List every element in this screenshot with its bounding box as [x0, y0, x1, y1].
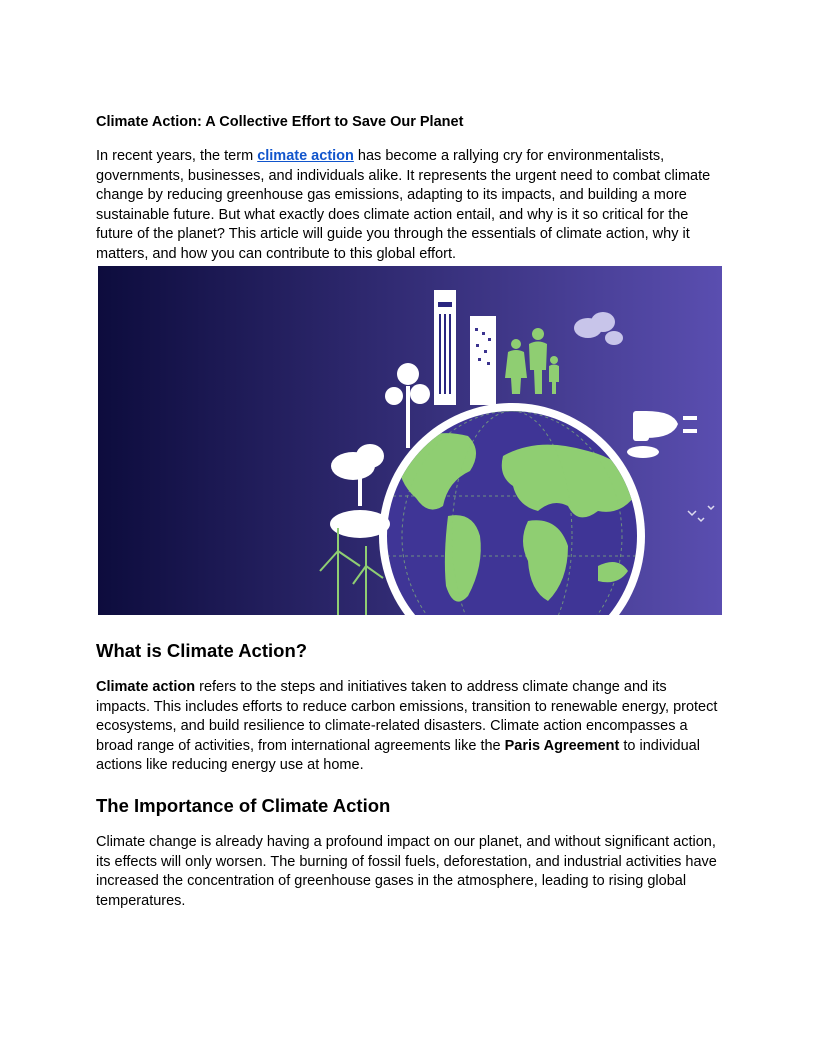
paris-agreement-term: Paris Agreement	[504, 737, 620, 754]
what-is-text-a: refers to the steps and initiatives taken to address climate change and its impacts. This includes efforts to reduce carbon emissions, transition to renewable energy, protect ecosystems, and build resilience to climate-related disasters. Climate action encompasses a broad range of activities, from international agreements like the	[96, 679, 718, 754]
climate-action-link[interactable]: climate action	[257, 148, 354, 164]
section-heading-what-is: What is Climate Action?	[96, 640, 308, 661]
climate-action-term: Climate action	[96, 679, 196, 695]
what-is-text-b: to individual actions like reducing energy use at home.	[96, 737, 700, 773]
section-heading-importance: The Importance of Climate Action	[96, 795, 391, 816]
intro-paragraph	[96, 147, 722, 264]
intro-text-start: In recent years, the term	[96, 148, 258, 164]
document-title: Climate Action: A Collective Effort to Save Our Planet	[96, 114, 464, 130]
intro-text-end: has become a rallying cry for environmentalists, governments, businesses, and individuals alike. It represents the urgent need to combat climate change by reducing greenhouse gas emissions, adapting to its impacts, and building a more sustainable future. But what exactly does climate action entail, and why is it so critical for the future of the planet? This article will guide you through the essentials of climate action, why it matters, and how you can contribute to this global effort.	[96, 148, 711, 262]
skyscraper-icon	[434, 290, 456, 405]
what-is-paragraph	[96, 678, 722, 776]
importance-paragraph: Climate change is already having a profound impact on our planet, and without significant action, its effects will only worsen. The burning of fossil fuels, deforestation, and industrial activities have increased the concentration of greenhouse gases in the atmosphere, leading to rising global temperatures.	[96, 834, 717, 909]
hero-illustration	[98, 266, 722, 615]
office-tower-icon	[470, 316, 496, 405]
